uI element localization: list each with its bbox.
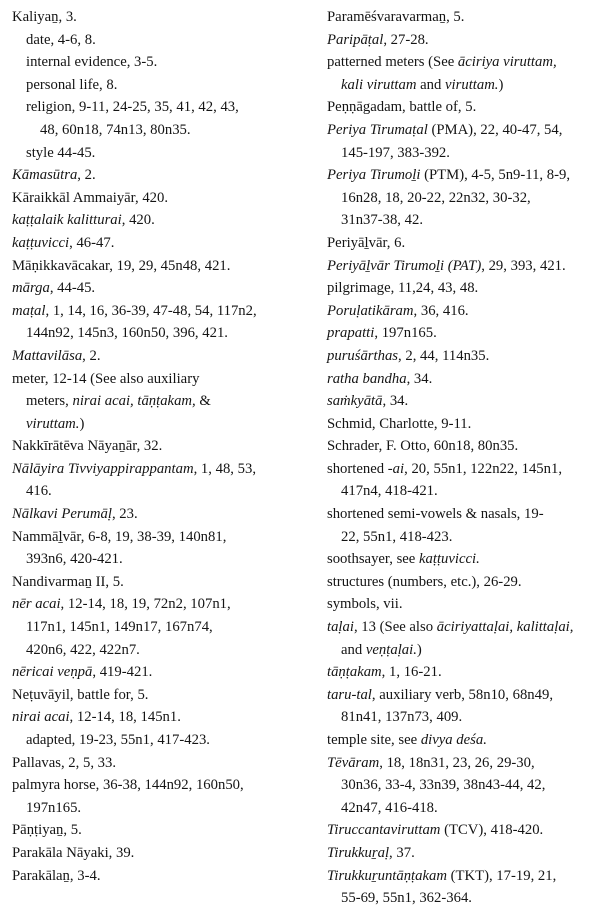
index-text-italic: Periya Tirumoḻi <box>327 167 421 184</box>
index-text: (TKT), 17-19, 21, <box>446 867 557 884</box>
index-entry <box>327 300 595 323</box>
index-text: , 420. <box>121 212 155 229</box>
index-text: (PMA), 22, 40-47, 54, <box>427 121 563 138</box>
index-text: Nammāḻvār, 6-8, 19, 38-39, 140n81, <box>12 528 227 545</box>
index-entry <box>327 729 595 752</box>
index-entry <box>327 842 595 865</box>
index-entry <box>12 842 308 865</box>
index-text: , 46-47. <box>69 234 115 251</box>
index-entry <box>12 684 308 707</box>
index-text: meter, 12-14 (See also auxiliary <box>12 370 200 387</box>
index-entry <box>327 277 595 300</box>
index-text: 81n41, 137n73, 409. <box>341 709 463 726</box>
index-text: 31n37-38, 42. <box>341 212 424 229</box>
index-text-italic: divya deśa. <box>420 732 487 748</box>
index-text-italic: saṁkyātā <box>327 393 383 410</box>
index-entry <box>12 706 308 729</box>
index-text: Schrader, F. Otto, 60n18, 80n35. <box>327 438 519 455</box>
index-text: religion, 9-11, 24-25, 35, 41, 42, 43, <box>26 99 239 116</box>
index-text: , 13 (See also <box>353 619 437 636</box>
index-entry <box>327 345 595 368</box>
index-entry <box>327 865 595 910</box>
index-text-italic: kaṭṭuvicci <box>12 234 70 251</box>
index-entry <box>327 593 595 616</box>
index-text: Periyāḻvār, 6. <box>327 234 406 251</box>
index-text: palmyra horse, 36-38, 144n92, 160n50, <box>12 777 244 794</box>
index-entry <box>12 277 308 300</box>
index-text: ) <box>498 76 504 93</box>
index-text: 42n47, 416-418. <box>341 799 438 816</box>
index-text-italic: puruśārthas <box>327 347 399 364</box>
index-subentry <box>12 142 308 165</box>
index-entry <box>327 548 595 571</box>
index-text: 393n6, 420-421. <box>26 551 123 568</box>
index-entry <box>12 164 308 187</box>
index-text-italic: Periya Tirumaṭal <box>327 121 428 138</box>
index-text: and <box>341 641 366 658</box>
index-subentry <box>12 74 308 97</box>
index-text: 144n92, 145n3, 160n50, 396, 421. <box>26 325 228 342</box>
index-subentry <box>12 51 308 74</box>
index-entry <box>327 752 595 820</box>
index-entry <box>327 503 595 548</box>
index-text: 197n165. <box>26 799 82 816</box>
index-entry <box>12 458 308 503</box>
index-text: 55-69, 55n1, 362-364. <box>341 890 472 907</box>
index-text: shortened semi-vowels & nasals, 19- <box>327 506 544 523</box>
index-text-italic: viruttam. <box>26 415 80 432</box>
index-text: , 12-14, 18, 145n1. <box>69 709 181 726</box>
index-text: internal evidence, 3-5. <box>26 54 158 71</box>
index-text: structures (numbers, etc.), 26-29. <box>327 573 522 590</box>
index-text: , 1, 16-21. <box>381 664 442 681</box>
index-text-italic: nēricai veṇpā <box>12 664 93 681</box>
index-text-italic: mārga <box>12 280 50 297</box>
index-text: , 2, 44, 114n35. <box>398 347 490 364</box>
index-entry <box>327 661 595 684</box>
index-text-italic: viruttam. <box>445 76 499 93</box>
index-entry <box>327 684 595 729</box>
index-entry <box>327 458 595 503</box>
index-text-italic: Tirukkuṟaḷ <box>327 844 390 861</box>
index-text-italic: Poruḷatikāram <box>327 302 414 319</box>
index-text: (PTM), 4-5, 5n9-11, 8-9, <box>420 167 571 184</box>
index-text-italic: Tirukkuṟuntāṇṭakam <box>327 867 447 884</box>
index-text-italic: kaṭṭuvicci. <box>419 551 480 568</box>
index-text-italic: āciriyattaḷai, kalittaḷai, <box>436 619 574 636</box>
index-entry <box>12 593 308 661</box>
index-text: Parakāla Nāyaki, 39. <box>12 844 135 861</box>
index-text-italic: Nālāyira Tivviyappirappantam <box>12 460 194 477</box>
index-text: , auxiliary verb, 58n10, 68n49, <box>371 686 554 703</box>
index-entry <box>327 368 595 391</box>
index-text-italic: tāṇṭakam <box>327 664 382 681</box>
index-text: patterned meters (See <box>327 54 458 71</box>
index-text: and <box>416 76 446 93</box>
index-text: , 197n165. <box>374 325 437 342</box>
index-text: adapted, 19-23, 55n1, 417-423. <box>26 732 210 748</box>
index-text-italic: maṭal <box>12 302 46 319</box>
index-text: ) <box>416 641 422 658</box>
index-entry <box>327 119 595 164</box>
index-text: , 34. <box>382 393 409 410</box>
index-entry <box>12 435 308 458</box>
index-text: ) <box>79 415 85 432</box>
index-text: , 44-45. <box>49 280 96 297</box>
index-text: , 18, 18n31, 23, 26, 29-30, <box>379 754 535 771</box>
index-text: 145-197, 383-392. <box>341 144 450 161</box>
index-text: 22, 55n1, 418-423. <box>341 528 453 545</box>
index-text: Pallavas, 2, 5, 33. <box>12 754 117 771</box>
index-text-italic: ai <box>392 460 405 477</box>
index-entry <box>327 390 595 413</box>
index-text-italic: kaṭṭalaik kalitturai <box>12 212 122 229</box>
index-text: Paramēśvaravarmaṉ, 5. <box>327 9 465 25</box>
index-entry <box>12 774 308 819</box>
index-text: temple site, see <box>327 732 421 748</box>
index-text-italic: Nālkavi Perumāḷ <box>12 506 112 523</box>
index-text: (TCV), 418-420. <box>440 822 544 839</box>
index-text: , 37. <box>389 844 415 861</box>
index-text-italic: āciriya viruttam, <box>457 54 557 71</box>
index-text-italic: veṇṭaḷai. <box>365 641 417 658</box>
index-text: Neṭuvāyil, battle for, 5. <box>12 686 149 703</box>
index-text-italic: ratha bandha <box>327 370 407 387</box>
index-text: & <box>195 393 211 410</box>
index-text: , 419-421. <box>92 664 153 681</box>
index-text: Nandivarmaṉ II, 5. <box>12 573 124 590</box>
index-text: , 1, 48, 53, <box>193 460 256 477</box>
index-text: 417n4, 418-421. <box>341 483 438 500</box>
index-subentry <box>12 29 308 52</box>
index-text: , 29, 393, 421. <box>481 257 566 274</box>
index-text-italic: taru-tal <box>327 686 372 703</box>
index-subentry <box>12 96 308 141</box>
index-entry <box>327 51 595 96</box>
index-column-right <box>327 6 595 910</box>
index-entry <box>327 164 595 232</box>
index-entry <box>327 96 595 119</box>
index-entry <box>12 526 308 571</box>
index-text-italic: nirai acai, tāṇṭakam, <box>72 393 196 410</box>
index-entry <box>12 752 308 775</box>
index-entry <box>12 187 308 210</box>
index-text: , 23. <box>111 506 138 523</box>
index-text-italic: prapatti <box>327 325 375 342</box>
index-entry <box>12 865 308 888</box>
index-column-left <box>12 6 308 887</box>
index-entry <box>12 661 308 684</box>
index-text-italic: Mattavilāsa <box>12 347 83 364</box>
index-text: meters, <box>26 393 73 410</box>
index-entry <box>12 345 308 368</box>
index-entry <box>327 255 595 278</box>
index-text-italic: Kāmasūtra <box>12 167 78 184</box>
index-text-italic: Paripāṭal <box>327 31 384 48</box>
index-text: 30n36, 33-4, 33n39, 38n43-44, 42, <box>341 777 546 794</box>
index-text: shortened - <box>327 460 393 477</box>
index-text-italic: taḷai <box>327 619 354 636</box>
index-text: Nakkīrātēva Nāyaṉār, 32. <box>12 438 163 455</box>
index-entry <box>327 435 595 458</box>
index-entry <box>12 368 308 436</box>
index-text: , 1, 14, 16, 36-39, 47-48, 54, 117n2, <box>45 302 257 319</box>
index-text-italic: Tēvāram <box>327 754 380 771</box>
index-entry <box>327 819 595 842</box>
index-entry <box>327 322 595 345</box>
index-text-italic: Periyāḻvār Tirumoḻi (PAT) <box>327 257 482 274</box>
index-text: Schmid, Charlotte, 9-11. <box>327 415 472 432</box>
index-text: Māṇikkavācakar, 19, 29, 45n48, 421. <box>12 257 231 274</box>
index-entry <box>327 571 595 594</box>
index-entry <box>327 413 595 436</box>
index-text: style 44-45. <box>26 144 96 161</box>
index-entry <box>12 819 308 842</box>
index-entry <box>12 503 308 526</box>
index-text: 416. <box>26 483 52 500</box>
index-text: pilgrimage, 11,24, 43, 48. <box>327 280 479 297</box>
index-text-italic: kali viruttam <box>341 76 417 93</box>
index-text-italic: nirai acai <box>12 709 70 726</box>
index-text: symbols, vii. <box>327 596 403 613</box>
index-entry <box>327 616 595 661</box>
index-text: , 2. <box>77 167 96 184</box>
index-text: personal life, 8. <box>26 76 118 93</box>
index-text: 420n6, 422, 422n7. <box>26 641 140 658</box>
index-text: Kaliyaṉ, 3. <box>12 9 77 25</box>
index-text: , 27-28. <box>383 31 429 48</box>
index-text: 117n1, 145n1, 149n17, 167n74, <box>26 619 213 636</box>
index-entry <box>12 6 308 29</box>
index-text-italic: nēr acai <box>12 596 61 613</box>
index-text: , 36, 416. <box>413 302 469 319</box>
index-text: date, 4-6, 8. <box>26 31 96 48</box>
index-text: Kāraikkāl Ammaiyār, 420. <box>12 189 169 206</box>
index-entry <box>12 300 308 345</box>
index-text: Parakālaṉ, 3-4. <box>12 867 101 884</box>
index-text: , 2. <box>82 347 101 364</box>
index-text: Peṇṇāgadam, battle of, 5. <box>327 99 477 116</box>
index-entry <box>327 232 595 255</box>
index-text: , 12-14, 18, 19, 72n2, 107n1, <box>60 596 231 613</box>
index-text: Pāṇṭiyaṉ, 5. <box>12 822 82 839</box>
index-text: , 34. <box>406 370 433 387</box>
index-text: 16n28, 18, 20-22, 22n32, 30-32, <box>341 189 531 206</box>
index-entry <box>12 209 308 232</box>
index-entry <box>12 232 308 255</box>
index-text-italic: Tiruccantaviruttam <box>327 822 441 839</box>
index-entry <box>12 571 308 594</box>
index-text: 48, 60n18, 74n13, 80n35. <box>40 121 191 138</box>
index-entry <box>12 255 308 278</box>
index-entry <box>327 6 595 29</box>
index-text: soothsayer, see <box>327 551 419 568</box>
index-entry <box>327 29 595 52</box>
index-subentry <box>12 729 308 752</box>
index-text: , 20, 55n1, 122n22, 145n1, <box>404 460 562 477</box>
